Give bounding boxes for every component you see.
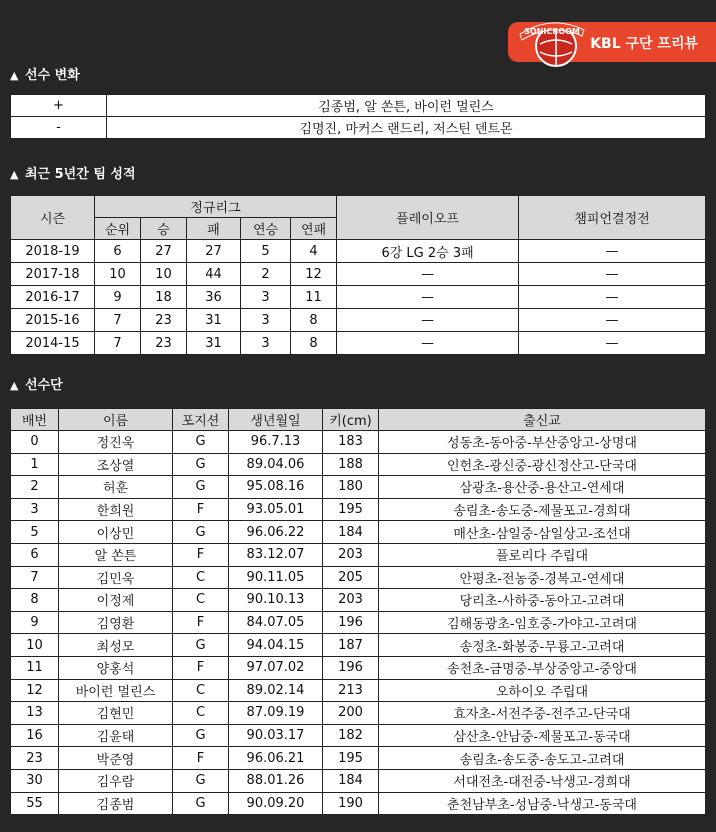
record-loss-streak: 11 — [291, 286, 337, 309]
record-season: 2016-17 — [11, 286, 95, 309]
player-position: G — [173, 431, 229, 454]
record-win: 23 — [141, 332, 187, 355]
player-name: 김영환 — [59, 611, 173, 634]
table-row — [11, 747, 706, 770]
section2-title: 최근 5년간 팀 성적 — [25, 167, 136, 182]
change-sign: - — [11, 117, 107, 139]
player-position: G — [173, 769, 229, 792]
record-rank: 9 — [95, 286, 141, 309]
player-name: 이정제 — [59, 589, 173, 612]
header-school: 출신교 — [379, 409, 706, 431]
player-number: 13 — [11, 702, 59, 725]
player-number: 11 — [11, 656, 59, 679]
header-win-streak: 연승 — [241, 218, 291, 240]
player-name: 김현민 — [59, 702, 173, 725]
record-loss: 31 — [187, 332, 241, 355]
player-school: 서대전초-대전중-낙생고-경희대 — [379, 769, 706, 792]
record-season: 2018-19 — [11, 240, 95, 263]
player-number: 9 — [11, 611, 59, 634]
player-name: 김종범 — [59, 792, 173, 815]
player-height: 213 — [323, 679, 379, 702]
triangle-icon: ▲ — [10, 69, 19, 82]
player-number: 2 — [11, 476, 59, 499]
record-loss-streak: 4 — [291, 240, 337, 263]
player-school: 김해동광초-임호중-가야고-고려대 — [379, 611, 706, 634]
player-number: 1 — [11, 453, 59, 476]
header-number: 배번 — [11, 409, 59, 431]
player-position: F — [173, 656, 229, 679]
player-number: 16 — [11, 724, 59, 747]
table-row — [11, 240, 706, 263]
record-season: 2015-16 — [11, 309, 95, 332]
record-playoff: — — [337, 263, 519, 286]
player-name: 정진욱 — [59, 431, 173, 454]
player-name: 최성모 — [59, 634, 173, 657]
header-rank: 순위 — [95, 218, 141, 240]
player-birth: 84.07.05 — [229, 611, 323, 634]
roster-changes-table — [10, 94, 706, 139]
player-school: 송림초-송도중-제물포고-경희대 — [379, 498, 706, 521]
player-height: 190 — [323, 792, 379, 815]
record-loss-streak: 12 — [291, 263, 337, 286]
player-name: 허훈 — [59, 476, 173, 499]
record-win-streak: 3 — [241, 286, 291, 309]
player-name: 이상민 — [59, 521, 173, 544]
player-position: G — [173, 724, 229, 747]
player-school: 송정초-화봉중-무룡고-고려대 — [379, 634, 706, 657]
table-row — [11, 431, 706, 454]
player-school: 효자초-서전주중-전주고-단국대 — [379, 702, 706, 725]
record-playoff: — — [337, 332, 519, 355]
player-number: 23 — [11, 747, 59, 770]
player-height: 180 — [323, 476, 379, 499]
player-height: 203 — [323, 543, 379, 566]
logo-text: SONICBOOM — [524, 27, 580, 36]
record-playoff: 6강 LG 2승 3패 — [337, 240, 519, 263]
player-name: 양홍석 — [59, 656, 173, 679]
player-birth: 97.07.02 — [229, 656, 323, 679]
player-height: 205 — [323, 566, 379, 589]
record-playoff: — — [337, 309, 519, 332]
player-height: 203 — [323, 589, 379, 612]
player-school: 플로리다 주립대 — [379, 543, 706, 566]
player-birth: 83.12.07 — [229, 543, 323, 566]
player-number: 3 — [11, 498, 59, 521]
header-playoff: 플레이오프 — [337, 196, 519, 240]
record-rank: 10 — [95, 263, 141, 286]
player-number: 8 — [11, 589, 59, 612]
record-win: 27 — [141, 240, 187, 263]
player-birth: 96.7.13 — [229, 431, 323, 454]
roster-table — [10, 408, 706, 815]
section-title-roster-changes — [10, 64, 80, 83]
player-birth: 89.04.06 — [229, 453, 323, 476]
player-position: G — [173, 453, 229, 476]
player-school: 매산초-삼일중-삼일상고-조선대 — [379, 521, 706, 544]
player-position: F — [173, 747, 229, 770]
table-row — [11, 309, 706, 332]
player-position: G — [173, 792, 229, 815]
record-rank: 7 — [95, 332, 141, 355]
player-position: F — [173, 543, 229, 566]
section3-title: 선수단 — [25, 378, 63, 393]
player-height: 184 — [323, 521, 379, 544]
table-row — [11, 95, 706, 117]
player-birth: 88.01.26 — [229, 769, 323, 792]
table-row — [11, 769, 706, 792]
table-row — [11, 263, 706, 286]
player-school: 삼광초-용산중-용산고-연세대 — [379, 476, 706, 499]
record-rank: 6 — [95, 240, 141, 263]
player-birth: 90.03.17 — [229, 724, 323, 747]
player-name: 김민욱 — [59, 566, 173, 589]
player-name: 김윤태 — [59, 724, 173, 747]
player-name: 김우람 — [59, 769, 173, 792]
player-number: 10 — [11, 634, 59, 657]
table-row — [11, 476, 706, 499]
player-school: 오하이오 주립대 — [379, 679, 706, 702]
table-row — [11, 611, 706, 634]
record-championship: — — [519, 240, 706, 263]
player-birth: 94.04.15 — [229, 634, 323, 657]
record-win: 23 — [141, 309, 187, 332]
record-loss: 44 — [187, 263, 241, 286]
record-playoff: — — [337, 286, 519, 309]
table-row — [11, 498, 706, 521]
record-season: 2014-15 — [11, 332, 95, 355]
header-loss-streak: 연패 — [291, 218, 337, 240]
player-school: 춘천남부초-성남중-낙생고-동국대 — [379, 792, 706, 815]
player-number: 5 — [11, 521, 59, 544]
table-row — [11, 521, 706, 544]
player-height: 183 — [323, 431, 379, 454]
player-name: 조상열 — [59, 453, 173, 476]
table-row — [11, 332, 706, 355]
player-height: 195 — [323, 498, 379, 521]
header-season: 시즌 — [11, 196, 95, 240]
record-loss: 36 — [187, 286, 241, 309]
player-name: 바이런 멀린스 — [59, 679, 173, 702]
player-position: F — [173, 498, 229, 521]
player-position: G — [173, 634, 229, 657]
player-height: 187 — [323, 634, 379, 657]
player-position: C — [173, 679, 229, 702]
record-loss: 27 — [187, 240, 241, 263]
record-win: 10 — [141, 263, 187, 286]
section1-title: 선수 변화 — [25, 68, 80, 83]
player-position: C — [173, 566, 229, 589]
player-number: 6 — [11, 543, 59, 566]
header-championship: 챔피언결정전 — [519, 196, 706, 240]
player-position: G — [173, 521, 229, 544]
player-height: 182 — [323, 724, 379, 747]
table-row — [11, 792, 706, 815]
section-title-roster — [10, 374, 63, 393]
header-name: 이름 — [59, 409, 173, 431]
record-loss: 31 — [187, 309, 241, 332]
table-row — [11, 566, 706, 589]
header-birth: 생년월일 — [229, 409, 323, 431]
player-school: 인헌초-광신중-광신정산고-단국대 — [379, 453, 706, 476]
player-number: 12 — [11, 679, 59, 702]
header-regular: 정규리그 — [95, 196, 337, 218]
record-championship: — — [519, 263, 706, 286]
player-school: 송천초-금명중-부상중앙고-중앙대 — [379, 656, 706, 679]
table-row — [11, 543, 706, 566]
record-loss-streak: 8 — [291, 332, 337, 355]
table-row — [11, 656, 706, 679]
player-position: C — [173, 702, 229, 725]
player-name: 한희원 — [59, 498, 173, 521]
badge-label: KBL 구단 프리뷰 — [590, 36, 698, 52]
player-birth: 90.09.20 — [229, 792, 323, 815]
table-row — [11, 679, 706, 702]
header-win: 승 — [141, 218, 187, 240]
player-birth: 96.06.21 — [229, 747, 323, 770]
player-school: 안평초-전농중-경복고-연세대 — [379, 566, 706, 589]
header-loss: 패 — [187, 218, 241, 240]
player-height: 195 — [323, 747, 379, 770]
player-birth: 90.10.13 — [229, 589, 323, 612]
table-row — [11, 724, 706, 747]
player-number: 55 — [11, 792, 59, 815]
record-win-streak: 3 — [241, 332, 291, 355]
record-win: 18 — [141, 286, 187, 309]
player-number: 7 — [11, 566, 59, 589]
change-players: 김명진, 마커스 랜드리, 저스틴 덴트몬 — [107, 117, 706, 139]
table-row — [11, 702, 706, 725]
player-number: 30 — [11, 769, 59, 792]
player-height: 200 — [323, 702, 379, 725]
triangle-icon: ▲ — [10, 168, 19, 181]
record-win-streak: 3 — [241, 309, 291, 332]
player-position: C — [173, 589, 229, 612]
change-players: 김종범, 알 쏜튼, 바이런 멀린스 — [107, 95, 706, 117]
header-height: 키(cm) — [323, 409, 379, 431]
header-position: 포지션 — [173, 409, 229, 431]
player-position: G — [173, 476, 229, 499]
table-row — [11, 589, 706, 612]
team-record-table — [10, 195, 706, 355]
record-rank: 7 — [95, 309, 141, 332]
player-birth: 87.09.19 — [229, 702, 323, 725]
table-row — [11, 634, 706, 657]
player-birth: 96.06.22 — [229, 521, 323, 544]
record-championship: — — [519, 286, 706, 309]
record-championship: — — [519, 332, 706, 355]
record-championship: — — [519, 309, 706, 332]
player-height: 184 — [323, 769, 379, 792]
table-row — [11, 453, 706, 476]
record-win-streak: 2 — [241, 263, 291, 286]
player-position: F — [173, 611, 229, 634]
player-birth: 90.11.05 — [229, 566, 323, 589]
player-school: 성동초-동아중-부산중앙고-상명대 — [379, 431, 706, 454]
team-logo — [518, 14, 586, 72]
change-sign: + — [11, 95, 107, 117]
record-season: 2017-18 — [11, 263, 95, 286]
record-loss-streak: 8 — [291, 309, 337, 332]
player-name: 알 쏜튼 — [59, 543, 173, 566]
player-school: 송림초-송도중-송도고-고려대 — [379, 747, 706, 770]
player-name: 박준영 — [59, 747, 173, 770]
record-win-streak: 5 — [241, 240, 291, 263]
player-height: 188 — [323, 453, 379, 476]
player-school: 당리초-사하중-동아고-고려대 — [379, 589, 706, 612]
triangle-icon: ▲ — [10, 379, 19, 392]
player-height: 196 — [323, 611, 379, 634]
player-birth: 95.08.16 — [229, 476, 323, 499]
section-title-team-record — [10, 163, 136, 182]
player-height: 196 — [323, 656, 379, 679]
player-birth: 93.05.01 — [229, 498, 323, 521]
table-row — [11, 286, 706, 309]
player-school: 삼산초-안남중-제물포고-동국대 — [379, 724, 706, 747]
player-birth: 89.02.14 — [229, 679, 323, 702]
table-row — [11, 117, 706, 139]
player-number: 0 — [11, 431, 59, 454]
